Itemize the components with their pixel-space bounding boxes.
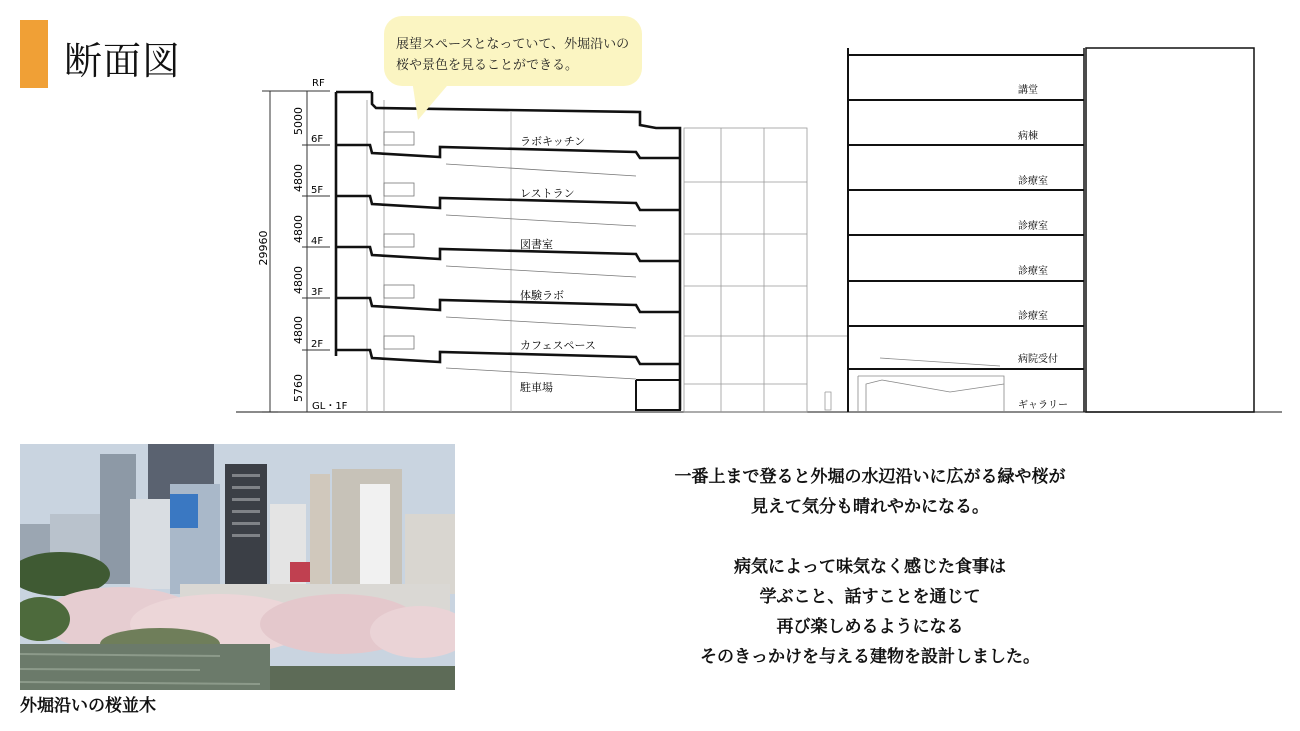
room-label: 講堂	[1018, 85, 1038, 96]
callout-line: 桜や景色を見ることができる。	[396, 58, 579, 73]
floor-height-label: 5760	[292, 374, 305, 402]
description-line: 見えて気分も晴れやかになる。	[751, 497, 989, 517]
room-label: レストラン	[520, 187, 575, 200]
description-line: 一番上まで登ると外堀の水辺沿いに広がる緑や桜が	[674, 467, 1066, 487]
room-label: 診療室	[1018, 221, 1048, 232]
room-label: 図書室	[520, 238, 553, 251]
level-label: 4F	[311, 236, 324, 247]
floor-height-label: 4800	[292, 215, 305, 243]
room-label: カフェスペース	[520, 339, 596, 352]
description-line: 再び楽しめるようになる	[776, 617, 964, 637]
description-line: 病気によって味気なく感じた食事は	[734, 557, 1006, 577]
level-label: 2F	[311, 339, 324, 350]
room-label: 診療室	[1018, 266, 1048, 277]
callout-tail	[412, 80, 452, 120]
floor-height-label: 4800	[292, 266, 305, 294]
dimension-total-label: 29960	[257, 230, 270, 266]
description-text	[600, 462, 1140, 672]
middle-building	[684, 128, 848, 412]
floor-height-label: 5000	[292, 107, 305, 135]
room-label: ラボキッチン	[520, 135, 586, 148]
floor-height-label: 4800	[292, 316, 305, 344]
room-label: 診療室	[1018, 311, 1048, 322]
room-label: 病院受付	[1018, 354, 1058, 365]
room-label: 病棟	[1018, 131, 1038, 142]
room-label: 診療室	[1018, 176, 1048, 187]
description-line: 学ぶこと、話すことを通じて	[759, 587, 981, 607]
room-label: ギャラリー	[1018, 400, 1068, 411]
level-label: RF	[312, 78, 325, 89]
page-title: 断面図	[64, 39, 182, 83]
floor-height-label: 4800	[292, 164, 305, 192]
photo-caption: 外堀沿いの桜並木	[20, 696, 156, 716]
level-label: 5F	[311, 185, 324, 196]
room-label: 駐車場	[520, 381, 553, 394]
dimension-ticks	[302, 145, 330, 350]
room-label: 体験ラボ	[520, 289, 564, 302]
level-label: GL・1F	[312, 401, 348, 412]
callout-bubble	[384, 16, 642, 86]
callout-line: 展望スペースとなっていて、外堀沿いの	[396, 37, 630, 52]
level-label: 3F	[311, 287, 324, 298]
level-label: 6F	[311, 134, 324, 145]
cherry-blossom-photo	[20, 444, 455, 690]
description-line: そのきっかけを与える建物を設計しました。	[700, 647, 1040, 667]
left-building	[336, 92, 680, 412]
